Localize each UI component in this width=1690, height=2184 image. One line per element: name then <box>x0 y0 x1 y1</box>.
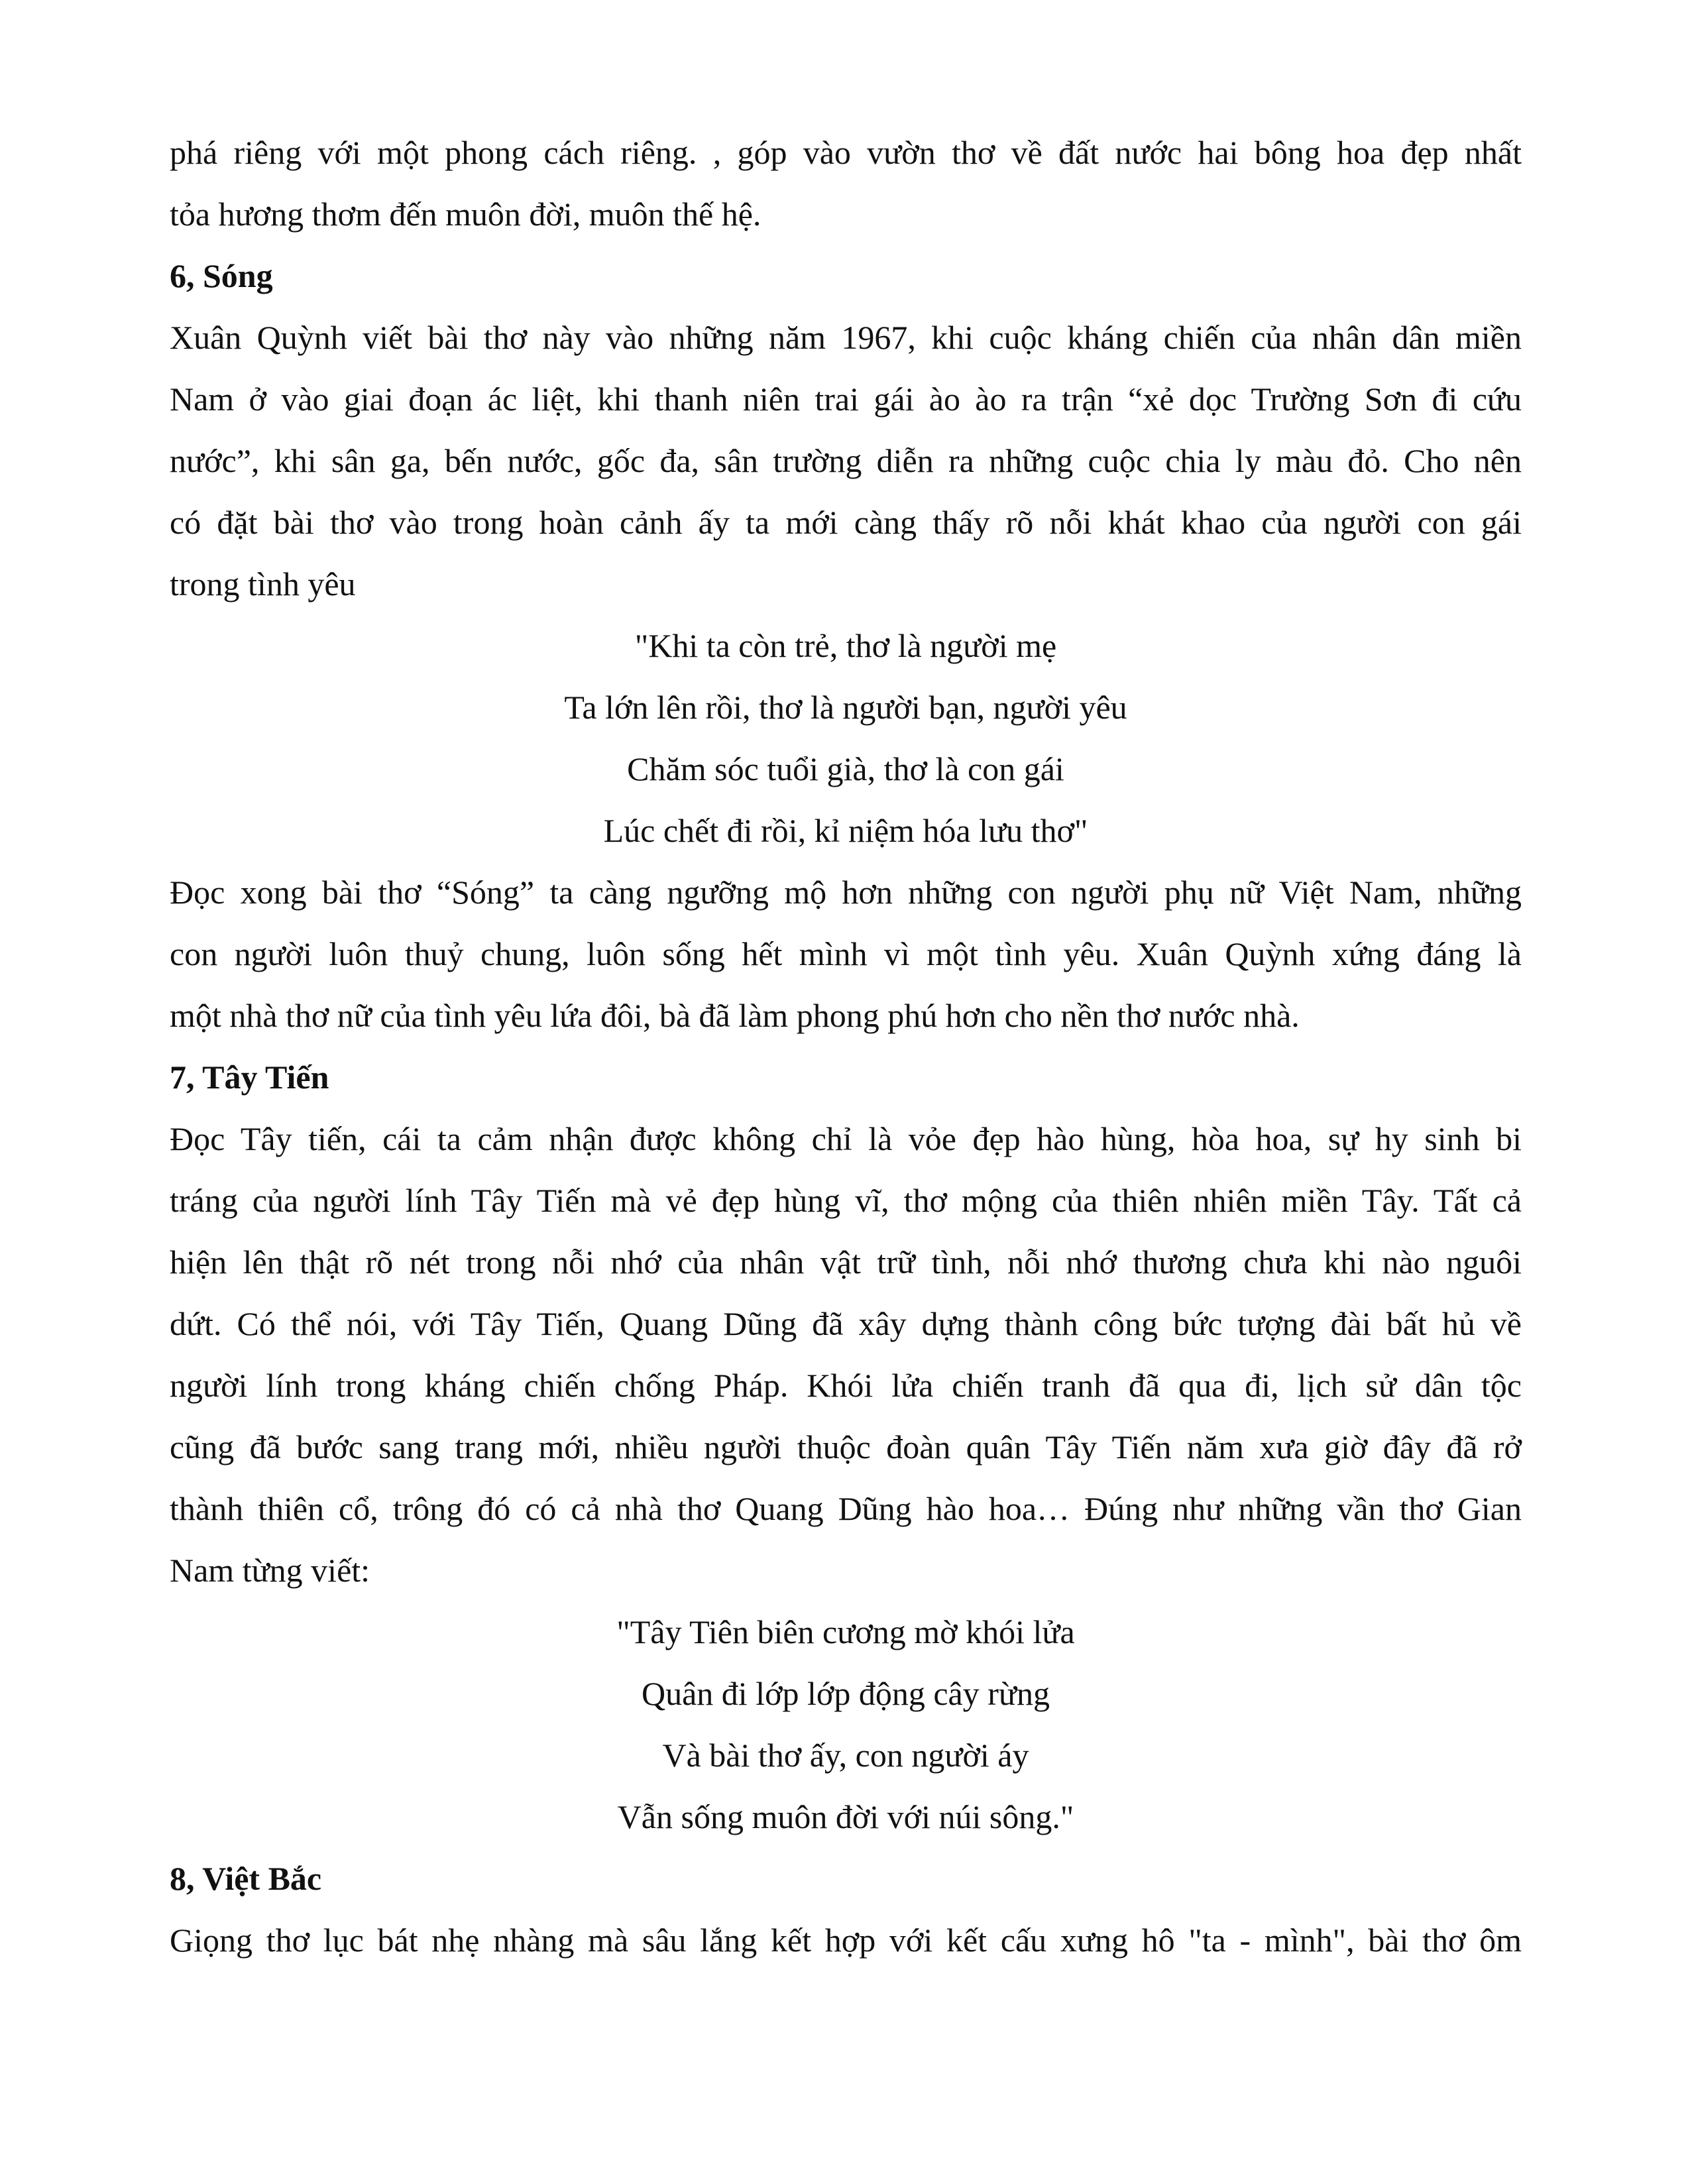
poem-line: Ta lớn lên rồi, thơ là người bạn, người yêu <box>564 689 1127 726</box>
paragraph-line: phá riêng với một phong cách riêng. , góp vào vườn thơ về đất nước hai bông hoa đẹp nhất <box>170 134 1522 171</box>
section-8-paragraph-1 <box>170 1910 1522 1971</box>
paragraph-line: cũng đã bước sang trang mới, nhiều người thuộc đoàn quân Tây Tiến năm xưa giờ đây đã rở <box>170 1428 1522 1466</box>
section-6 <box>170 245 1522 1047</box>
paragraph-line: thành thiên cổ, trông đó có cả nhà thơ Quang Dũng hào hoa… Đúng như những vần thơ Gian <box>170 1490 1522 1527</box>
poem-line: Và bài thơ ấy, con người áy <box>662 1737 1029 1774</box>
poem-line: Chăm sóc tuổi già, thơ là con gái <box>627 750 1064 787</box>
poem-line: "Tây Tiên biên cương mờ khói lửa <box>616 1613 1075 1650</box>
section-6-paragraph-1 <box>170 307 1522 615</box>
section-7-poem <box>170 1601 1522 1848</box>
section-heading: 8, Việt Bắc <box>170 1860 322 1897</box>
paragraph-line: tỏa hương thơm đến muôn đời, muôn thế hệ. <box>170 196 761 233</box>
paragraph-line: dứt. Có thể nói, với Tây Tiến, Quang Dũng đã xây dựng thành công bức tượng đài bất hủ về <box>170 1305 1522 1342</box>
section-8 <box>170 1848 1522 1971</box>
intro-paragraph <box>170 122 1522 245</box>
paragraph-line: có đặt bài thơ vào trong hoàn cảnh ấy ta mới càng thấy rõ nỗi khát khao của người con gái <box>170 504 1522 541</box>
paragraph-line: tráng của người lính Tây Tiến mà vẻ đẹp hùng vĩ, thơ mộng của thiên nhiên miền Tây. Tất cả <box>170 1182 1522 1219</box>
paragraph-line: người lính trong kháng chiến chống Pháp. Khói lửa chiến tranh đã qua đi, lịch sử dân tộc <box>170 1367 1522 1404</box>
paragraph-line: nước”, khi sân ga, bến nước, gốc đa, sân trường diễn ra những cuộc chia ly màu đỏ. Cho nên <box>170 442 1522 479</box>
section-heading: 6, Sóng <box>170 257 273 294</box>
section-heading: 7, Tây Tiến <box>170 1059 329 1096</box>
section-7-paragraph-1 <box>170 1108 1522 1601</box>
section-6-paragraph-2 <box>170 862 1522 1047</box>
paragraph-line: một nhà thơ nữ của tình yêu lứa đôi, bà đã làm phong phú hơn cho nền thơ nước nhà. <box>170 997 1300 1034</box>
paragraph-line: hiện lên thật rõ nét trong nỗi nhớ của nhân vật trữ tình, nỗi nhớ thương chưa khi nào nguôi <box>170 1243 1522 1281</box>
poem-line: "Khi ta còn trẻ, thơ là người mẹ <box>634 627 1057 664</box>
paragraph-line: Đọc xong bài thơ “Sóng” ta càng ngưỡng mộ hơn những con người phụ nữ Việt Nam, những <box>170 874 1522 911</box>
section-6-poem <box>170 615 1522 862</box>
paragraph-line: Đọc Tây tiến, cái ta cảm nhận được không chỉ là vỏe đẹp hào hùng, hòa hoa, sự hy sinh bi <box>170 1120 1522 1157</box>
document-body <box>170 122 1522 1971</box>
paragraph-line: trong tình yêu <box>170 565 356 603</box>
poem-line: Lúc chết đi rồi, kỉ niệm hóa lưu thơ" <box>603 812 1088 849</box>
poem-line: Vẫn sống muôn đời với núi sông." <box>617 1798 1074 1835</box>
section-7 <box>170 1047 1522 1848</box>
poem-line: Quân đi lớp lớp động cây rừng <box>642 1675 1050 1712</box>
paragraph-line: Xuân Quỳnh viết bài thơ này vào những năm 1967, khi cuộc kháng chiến của nhân dân miền <box>170 319 1522 356</box>
paragraph-line: Nam từng viết: <box>170 1552 370 1589</box>
paragraph-line: con người luôn thuỷ chung, luôn sống hết mình vì một tình yêu. Xuân Quỳnh xứng đáng là <box>170 935 1522 972</box>
paragraph-line: Giọng thơ lục bát nhẹ nhàng mà sâu lắng kết hợp với kết cấu xưng hô "ta - mình", bài thơ ôm <box>170 1922 1522 1959</box>
paragraph-line: Nam ở vào giai đoạn ác liệt, khi thanh niên trai gái ào ào ra trận “xẻ dọc Trường Sơn đi cứu <box>170 380 1522 418</box>
